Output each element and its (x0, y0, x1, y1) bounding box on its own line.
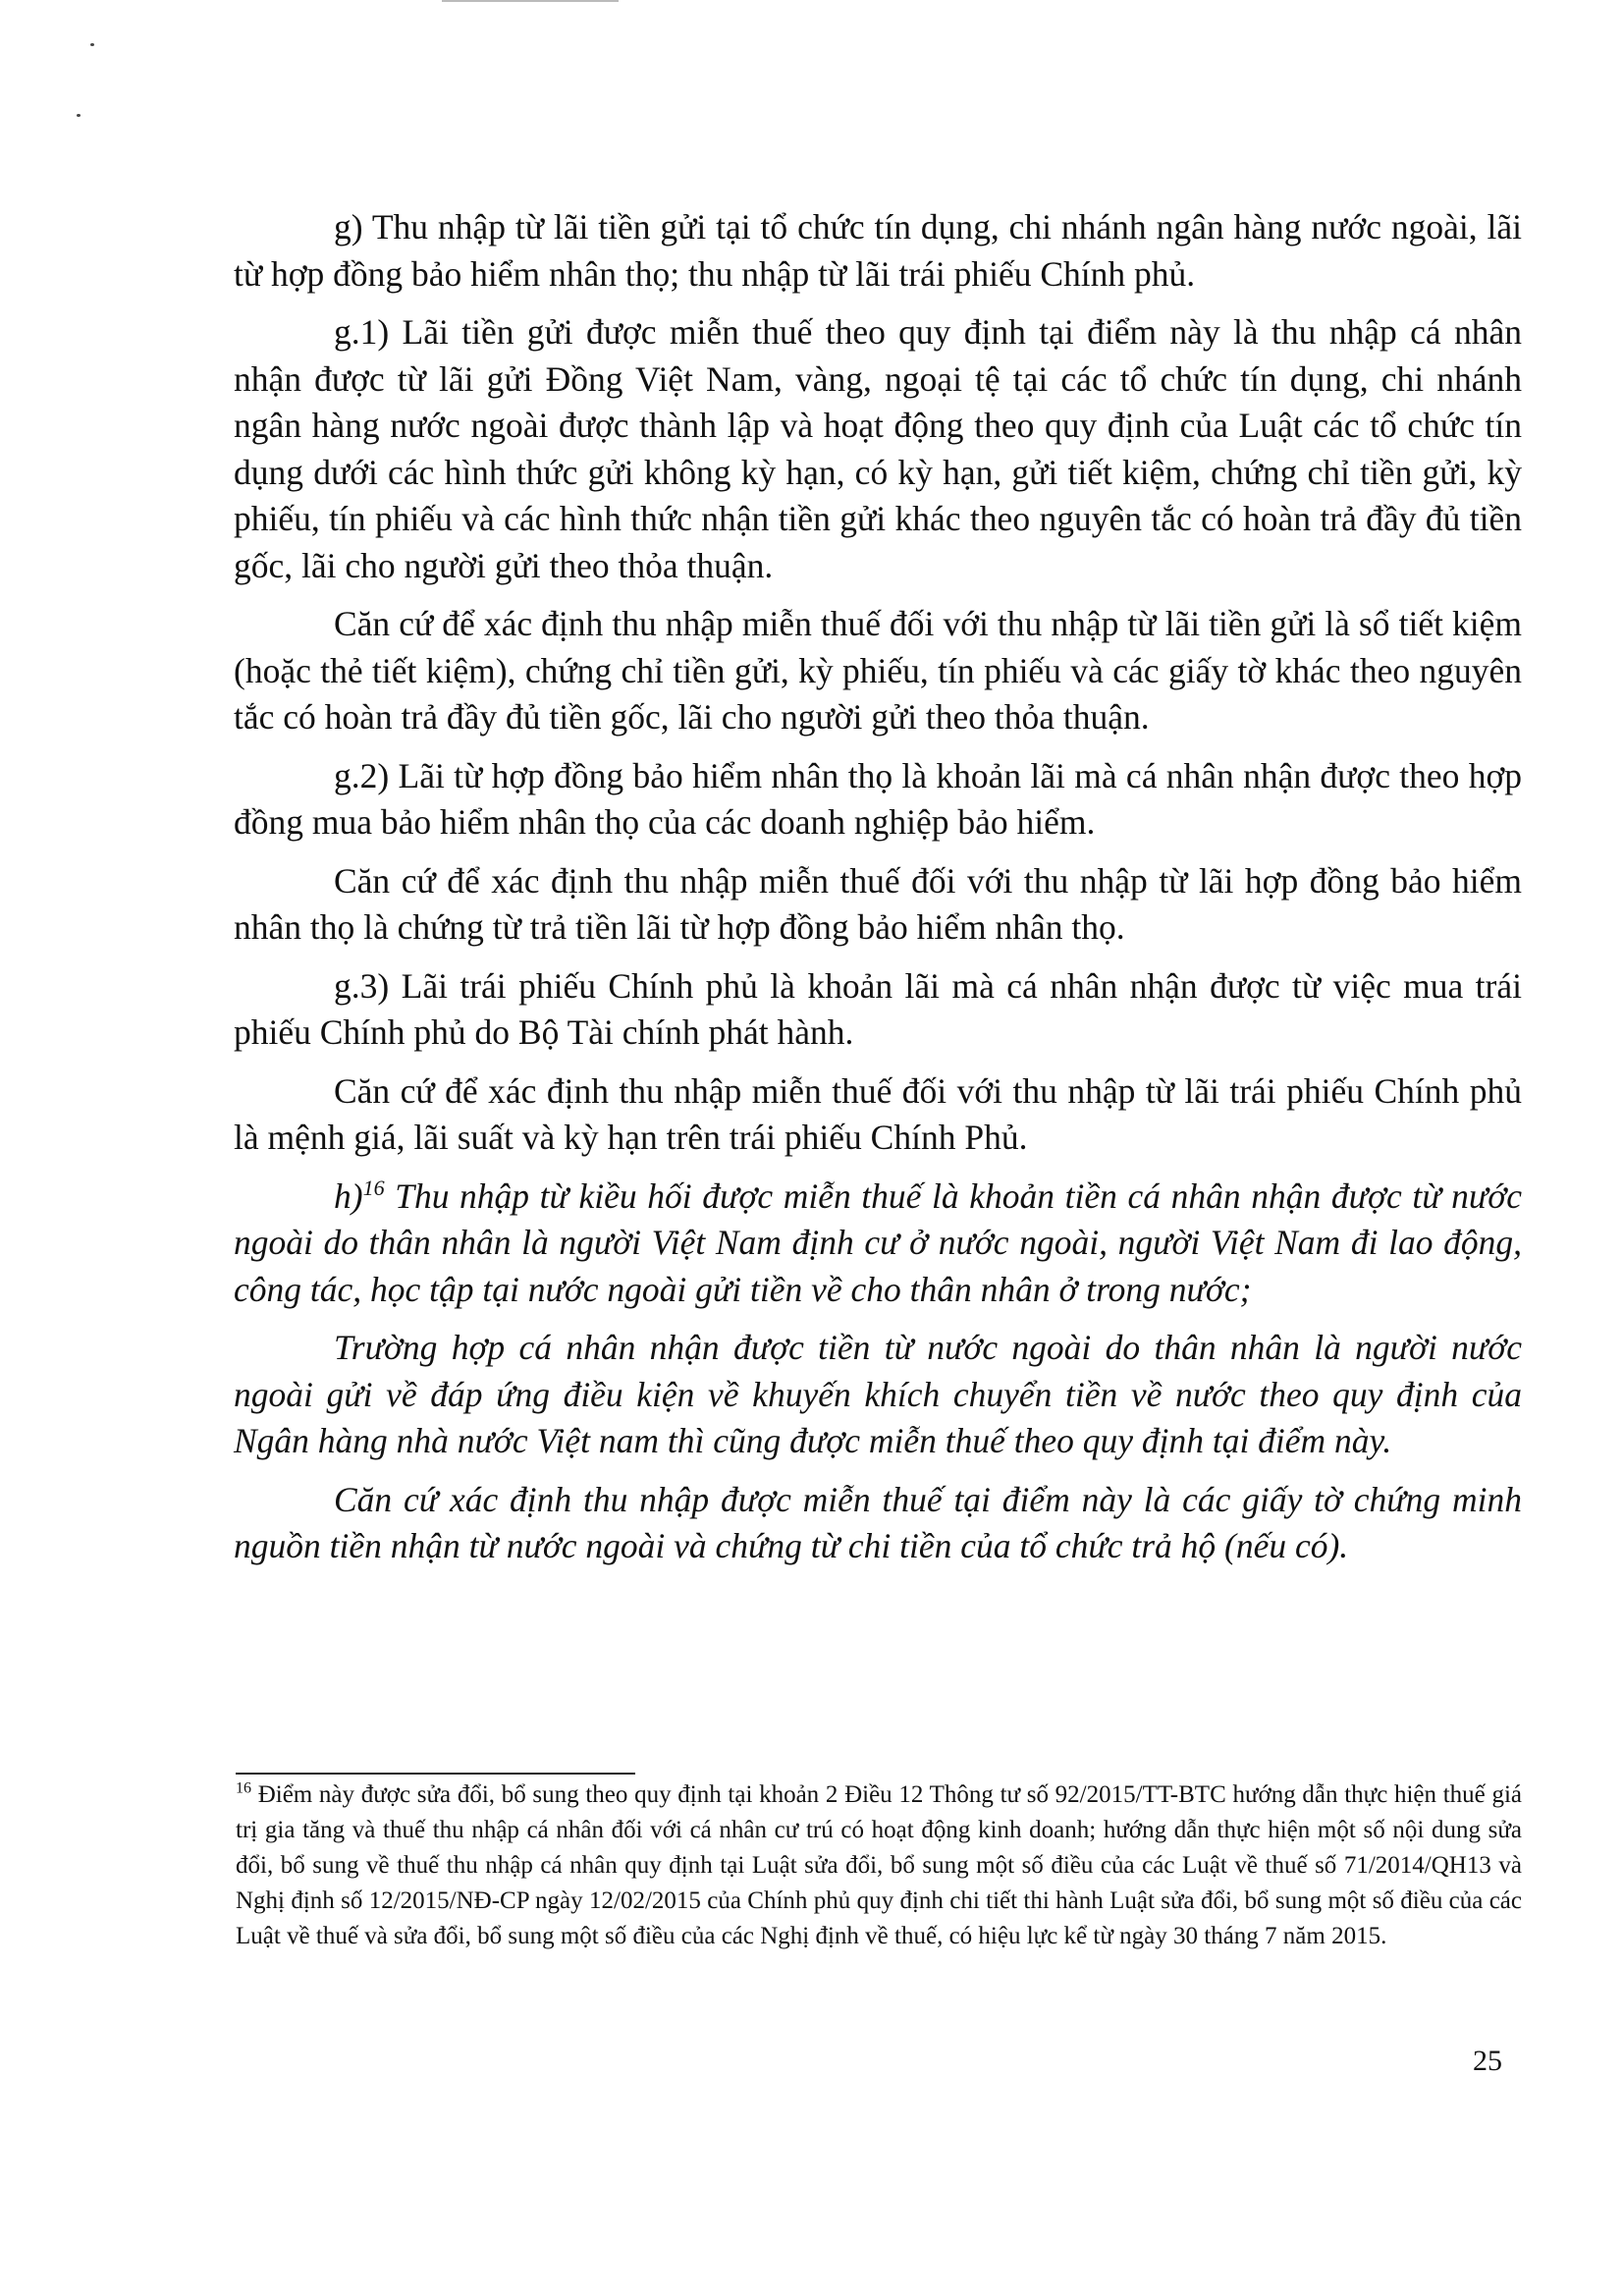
scan-speck (77, 114, 81, 117)
paragraph-g: g) Thu nhập từ lãi tiền gửi tại tổ chức tín dụng, chi nhánh ngân hàng nước ngoài, lãi từ hợp đồng bảo hiểm nhân thọ; thu nhập từ lãi trái phiếu Chính phủ. (234, 207, 1522, 294)
paragraph-g3-basis: Căn cứ để xác định thu nhập miễn thuế đối với thu nhập từ lãi trái phiếu Chính phủ là mệnh giá, lãi suất và kỳ hạn trên trái phiếu Chính Phủ. (234, 1070, 1522, 1157)
footnote-ref: 16 (362, 1175, 385, 1200)
item-label-h: h) (334, 1175, 363, 1216)
page-number: 25 (1473, 2045, 1502, 2077)
paragraph-h-text: Thu nhập từ kiều hối được miễn thuế là khoản tiền cá nhân nhận được từ nước ngoài do thân nhân là người Việt Nam định cư ở nước ngoài, người Việt Nam đi lao động, công tác, học tập tại nước ngoài gửi tiền về cho thân nhân ở trong nước; (234, 1175, 1522, 1309)
footnote-separator (236, 1773, 635, 1775)
paragraph-g3: g.3) Lãi trái phiếu Chính phủ là khoản lãi mà cá nhân nhận được từ việc mua trái phiếu Chính phủ do Bộ Tài chính phát hành. (234, 965, 1522, 1052)
paragraph-g1-basis: Căn cứ để xác định thu nhập miễn thuế đối với thu nhập từ lãi tiền gửi là sổ tiết kiệm (hoặc thẻ tiết kiệm), chứng chỉ tiền gửi, kỳ phiếu, tín phiếu và các giấy tờ khác theo nguyên tắc có hoàn trả đầy đủ tiền gốc, lãi cho người gửi theo thỏa thuận. (234, 604, 1522, 737)
paragraph-g1: g.1) Lãi tiền gửi được miễn thuế theo quy định tại điểm này là thu nhập cá nhân nhận được từ lãi gửi Đồng Việt Nam, vàng, ngoại tệ tại các tổ chức tín dụng, chi nhánh ngân hàng nước ngoài được thành lập và hoạt động theo quy định của Luật các tổ chức tín dụng dưới các hình thức gửi không kỳ hạn, có kỳ hạn, gửi tiết kiệm, chứng chỉ tiền gửi, kỳ phiếu, tín phiếu và các hình thức nhận tiền gửi khác theo nguyên tắc có hoàn trả đầy đủ tiền gốc, lãi cho người gửi theo thỏa thuận. (234, 312, 1522, 585)
paragraph-g2: g.2) Lãi từ hợp đồng bảo hiểm nhân thọ là khoản lãi mà cá nhân nhận được theo hợp đồng mua bảo hiểm nhân thọ của các doanh nghiệp bảo hiểm. (234, 755, 1522, 842)
body-text (234, 204, 1522, 1582)
scan-edge-mark (442, 0, 619, 2)
footnote (236, 1777, 1522, 1954)
paragraph-h-basis: Căn cứ xác định thu nhập được miễn thuế tại điểm này là các giấy tờ chứng minh nguồn tiền nhận từ nước ngoài và chứng từ chi tiền của tổ chức trả hộ (nếu có). (234, 1479, 1522, 1565)
footnote-number: 16 (236, 1779, 251, 1797)
scan-speck (90, 43, 94, 46)
paragraph-h-case: Trường hợp cá nhân nhận được tiền từ nước ngoài do thân nhân là người nước ngoài gửi về đáp ứng điều kiện về khuyến khích chuyển tiền về nước theo quy định của Ngân hàng nhà nước Việt nam thì cũng được miễn thuế theo quy định tại điểm này. (234, 1328, 1522, 1460)
paragraph-g2-basis: Căn cứ để xác định thu nhập miễn thuế đối với thu nhập từ lãi hợp đồng bảo hiểm nhân thọ là chứng từ trả tiền lãi từ hợp đồng bảo hiểm nhân thọ. (234, 860, 1522, 947)
paragraph-h (234, 1174, 1522, 1314)
footnote-text: Điểm này được sửa đổi, bổ sung theo quy định tại khoản 2 Điều 12 Thông tư số 92/2015/TT-BTC hướng dẫn thực hiện thuế giá trị gia tăng và thuế thu nhập cá nhân đối với cá nhân cư trú có hoạt động kinh doanh; hướng dẫn thực hiện một số nội dung sửa đổi, bổ sung về thuế thu nhập cá nhân quy định tại Luật sửa đổi, bổ sung một số điều của các Luật về thuế số 71/2014/QH13 và Nghị định số 12/2015/NĐ-CP ngày 12/02/2015 của Chính phủ quy định chi tiết thi hành Luật sửa đổi, bổ sung một số điều của các Luật về thuế và sửa đổi, bổ sung một số điều của các Nghị định về thuế, có hiệu lực kể từ ngày 30 tháng 7 năm 2015. (236, 1781, 1522, 1949)
